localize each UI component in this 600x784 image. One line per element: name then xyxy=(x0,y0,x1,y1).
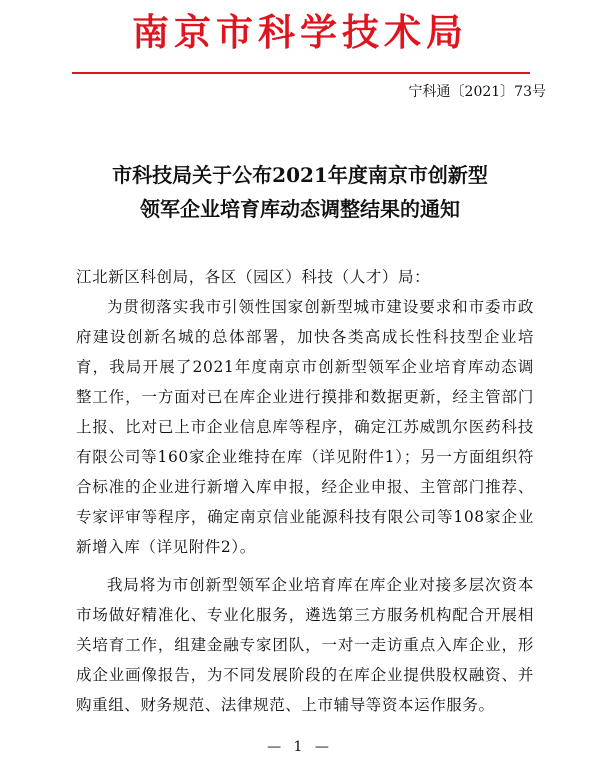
document-body xyxy=(76,262,534,720)
header-divider xyxy=(72,72,530,74)
title-line-2: 领军企业培育库动态调整结果的通知 xyxy=(140,197,460,221)
page-number: — 1 — xyxy=(267,739,333,755)
paragraph-spacer xyxy=(76,562,534,570)
issuer-header: 南京市科学技术局 xyxy=(132,11,468,54)
document-number: 宁科通〔2021〕73号 xyxy=(408,84,546,100)
body-paragraph: 我局将为市创新型领军企业培育库在库企业对接多层次资本市场做好精准化、专业化服务，遴选第三方服务机构配合开展相关培育工作，组建金融专家团队，一对一走访重点入库企业，形成企业画像报告，为不同发展阶段的在库企业提供股权融资、并购重组、财务规范、法律规范、上市辅导等资本运作服务。 xyxy=(76,576,534,714)
title-line-1: 市科技局关于公布2021年度南京市创新型 xyxy=(112,163,488,187)
salutation: 江北新区科创局，各区（园区）科技（人才）局： xyxy=(76,268,431,286)
document-title xyxy=(70,158,530,226)
body-paragraph: 为贯彻落实我市引领性国家创新型城市建设要求和市委市政府建设创新名城的总体部署，加快各类高成长性科技型企业培育，我局开展了2021年度南京市创新型领军企业培育库动态调整工作，一方面对已在库企业进行摸排和数据更新，经主管部门上报、比对已上市企业信息库等程序，确定江苏威凯尔医药科技有限公司等160家企业维持在库（详见附件1）；另一方面组织符合标准的企业进行新增入库申报，经企业申报、主管部门推荐、专家评审等程序，确定南京信业能源科技有限公司等108家企业新增入库（详见附件2）。 xyxy=(76,298,534,556)
